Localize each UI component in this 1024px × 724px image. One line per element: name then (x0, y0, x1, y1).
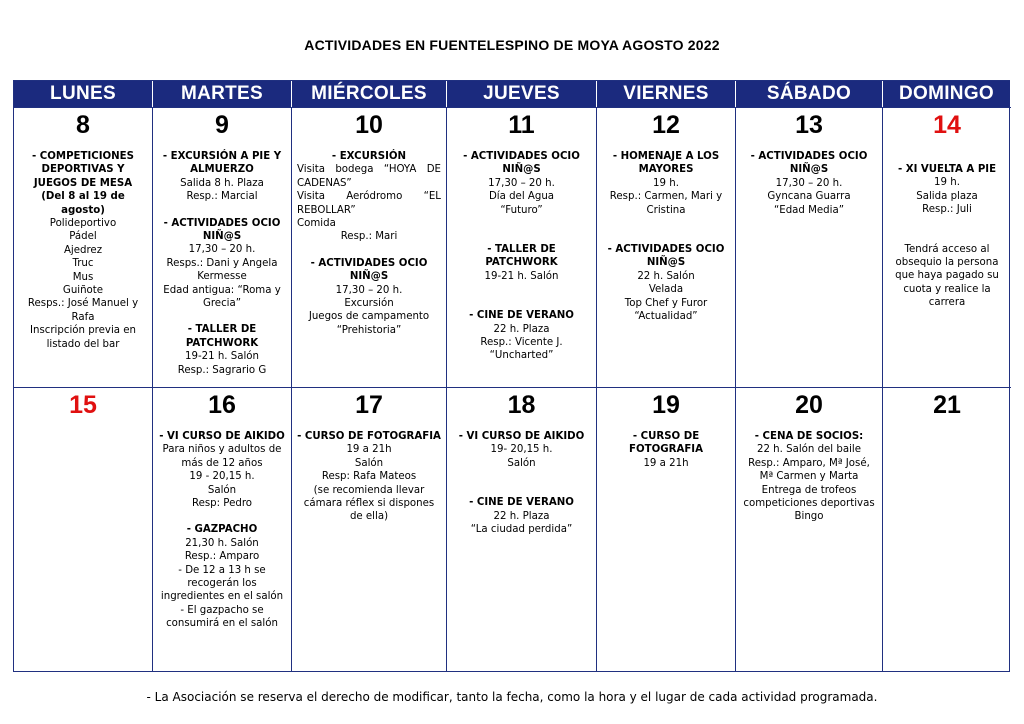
event-detail: 19 h. (653, 177, 679, 189)
event-detail: 19- 20,15 h. (490, 444, 553, 456)
day-cell-18 (447, 387, 597, 671)
event-detail: Salón (207, 484, 237, 496)
event-detail: Polideportivo (49, 218, 117, 230)
day-cell-9 (153, 107, 292, 387)
event-title: - TALLER DE PATCHWORK (185, 324, 259, 349)
event-detail: Guiñote (62, 285, 104, 297)
day-number: 11 (508, 111, 535, 139)
event-detail: Entrega de trofeos competiciones deportivas (743, 484, 875, 510)
day-cell-13 (736, 107, 883, 387)
event-detail: 22 h. Plaza (493, 510, 550, 522)
event-title: - VI CURSO DE AIKIDO (458, 431, 585, 442)
event-responsible: Resp.: Vicente J. (480, 337, 563, 349)
event-detail: Visita Aeródromo “EL REBOLLAR” (297, 191, 441, 216)
day-number: 16 (208, 391, 236, 419)
event-detail: 19-21 h. Salón (484, 270, 559, 282)
event-detail: 19 a 21h (643, 457, 689, 469)
event-detail: Salón (354, 457, 384, 469)
event-detail: 19-21 h. Salón (184, 351, 259, 363)
day-header-tuesday: MARTES (153, 81, 292, 107)
event-detail: Top Chef y Furor (624, 297, 708, 309)
event-title: - ACTIVIDADES OCIO NIÑ@S (750, 151, 868, 176)
day-header-sunday: DOMINGO (883, 81, 1011, 107)
event-detail: Truc (72, 258, 94, 270)
event-detail: 17,30 – 20 h. (335, 284, 403, 296)
event-detail: 21,30 h. Salón (185, 537, 259, 549)
event-detail: 19 a 21h (346, 444, 392, 456)
event-detail: - El gazpacho se consumirá en el salón (166, 604, 278, 630)
event-note: (se recomienda llevar cámara réflex si dispones de ella) (303, 484, 435, 523)
event-detail: “Prehistoria” (336, 324, 402, 336)
event-detail: 22 h. Plaza (493, 323, 550, 335)
event-detail: Velada (648, 284, 684, 296)
event-detail: Día del Agua (488, 191, 555, 203)
event-note: Tendrá acceso al obsequio la persona que haya pagado su cuota y realice la carrera (895, 243, 999, 309)
event-detail: “Uncharted” (489, 350, 554, 362)
day-cell-16 (153, 387, 292, 671)
event-detail: “La ciudad perdida” (470, 524, 573, 536)
page-title: ACTIVIDADES EN FUENTELESPINO DE MOYA AGOSTO 2022 (304, 37, 720, 53)
event-title: - CURSO DE FOTOGRAFIA (629, 431, 703, 456)
event-detail: 22 h. Salón (637, 270, 695, 282)
event-responsible: Resp: Pedro (191, 498, 253, 510)
day-cell-8 (14, 107, 153, 387)
event-title: - ACTIVIDADES OCIO NIÑ@S (463, 151, 580, 176)
day-number: 10 (355, 111, 383, 139)
day-number: 17 (355, 391, 383, 419)
day-cell-21 (883, 387, 1011, 671)
event-responsible: Resp.: Amparo, Mª José, Mª Carmen y Marta (748, 457, 870, 483)
event-title: - GAZPACHO (186, 524, 258, 536)
day-cell-17 (292, 387, 447, 671)
event-detail: Excursión (344, 298, 394, 310)
event-detail: 19 h. (934, 177, 960, 189)
event-detail: Inscripción previa en listado del bar (30, 325, 136, 350)
event-title: - CENA DE SOCIOS: (754, 431, 864, 442)
day-header-wednesday: MIÉRCOLES (292, 81, 447, 107)
event-detail: “Edad Media” (773, 204, 844, 216)
event-detail: Edad antigua: “Roma y Grecia” (163, 284, 281, 310)
event-detail: 17,30 – 20 h. (188, 244, 256, 256)
day-number-holiday: 15 (69, 391, 97, 419)
day-number: 9 (215, 111, 229, 139)
event-title: - CINE DE VERANO (469, 310, 574, 322)
event-responsible: Resps.: José Manuel y Rafa (27, 298, 139, 323)
event-detail: Salida plaza (916, 190, 978, 202)
event-title: - ACTIVIDADES OCIO NIÑ@S (607, 244, 725, 269)
event-responsible: Resp.: Sagrario G (177, 364, 267, 376)
calendar-grid (13, 80, 1010, 672)
event-title: - XI VUELTA A PIE (897, 164, 997, 175)
event-responsible: Resps.: Dani y Angela Kermesse (166, 257, 278, 283)
day-cell-12 (597, 107, 736, 387)
day-cell-19 (597, 387, 736, 671)
day-cell-15 (14, 387, 153, 671)
event-title: - EXCURSIÓN (331, 151, 407, 162)
day-header-thursday: JUEVES (447, 81, 597, 107)
event-detail: Bingo (794, 511, 824, 523)
day-number: 8 (76, 111, 90, 139)
event-title: - EXCURSIÓN A PIE Y ALMUERZO (162, 151, 282, 176)
day-number: 20 (795, 391, 823, 419)
event-dates: (Del 8 al 19 de agosto) (41, 191, 125, 216)
event-detail: Salón (507, 457, 536, 469)
day-cell-10 (292, 107, 447, 387)
event-title: - VI CURSO DE AIKIDO (159, 431, 285, 442)
day-number: 12 (652, 111, 680, 139)
event-title: - TALLER DE PATCHWORK (485, 244, 558, 269)
event-detail: - De 12 a 13 h se recogerán los ingredientes en el salón (160, 564, 284, 603)
day-number-holiday: 14 (933, 111, 961, 139)
footer-disclaimer: - La Asociación se reserva el derecho de modificar, tanto la fecha, como la hora y el lugar de cada actividad programada. (146, 690, 878, 704)
event-detail: Gyncana Guarra (767, 191, 851, 203)
event-responsible: Resp.: Carmen, Mari y Cristina (609, 191, 723, 216)
day-header-friday: VIERNES (597, 81, 736, 107)
event-detail: Pádel (69, 231, 97, 243)
event-title: - ACTIVIDADES OCIO NIÑ@S (310, 257, 428, 283)
day-cell-11 (447, 107, 597, 387)
event-detail: 17,30 – 20 h. (488, 177, 555, 189)
event-detail: Ajedrez (63, 244, 103, 256)
event-title: - HOMENAJE A LOS MAYORES (612, 151, 720, 176)
event-title: - COMPETICIONES DEPORTIVAS Y JUEGOS DE MESA (32, 151, 134, 189)
event-responsible: Resp.: Amparo (184, 551, 260, 563)
day-number: 21 (933, 391, 961, 419)
event-detail: Comida (297, 218, 336, 230)
day-cell-20 (736, 387, 883, 671)
event-detail: “Futuro” (500, 204, 543, 216)
day-cell-14 (883, 107, 1011, 387)
event-detail: Juegos de campamento (308, 311, 430, 323)
event-detail: 17,30 – 20 h. (775, 177, 843, 189)
event-responsible: Resp.: Marcial (186, 191, 258, 203)
day-number: 13 (795, 111, 823, 139)
event-detail: 19 - 20,15 h. (189, 471, 255, 483)
event-responsible: Resp: Rafa Mateos (321, 471, 417, 483)
day-number: 18 (507, 391, 536, 419)
event-detail: Visita bodega “HOYA DE CADENAS” (297, 164, 441, 189)
event-title: - ACTIVIDADES OCIO NIÑ@S (163, 217, 281, 243)
day-header-monday: LUNES (14, 81, 153, 107)
event-responsible: Resp.: Mari (340, 231, 398, 243)
event-detail: 22 h. Salón del baile (756, 444, 862, 456)
day-header-saturday: SÁBADO (736, 81, 883, 107)
event-detail: “Actualidad” (634, 311, 698, 323)
event-responsible: Resp.: Juli (922, 204, 972, 216)
event-detail: Mus (72, 271, 94, 283)
day-number: 19 (652, 391, 680, 419)
event-title: - CINE DE VERANO (469, 497, 574, 509)
event-detail: Salida 8 h. Plaza (180, 177, 264, 189)
event-detail: Para niños y adultos de más de 12 años (162, 444, 282, 469)
event-title: - CURSO DE FOTOGRAFIA (297, 431, 441, 442)
